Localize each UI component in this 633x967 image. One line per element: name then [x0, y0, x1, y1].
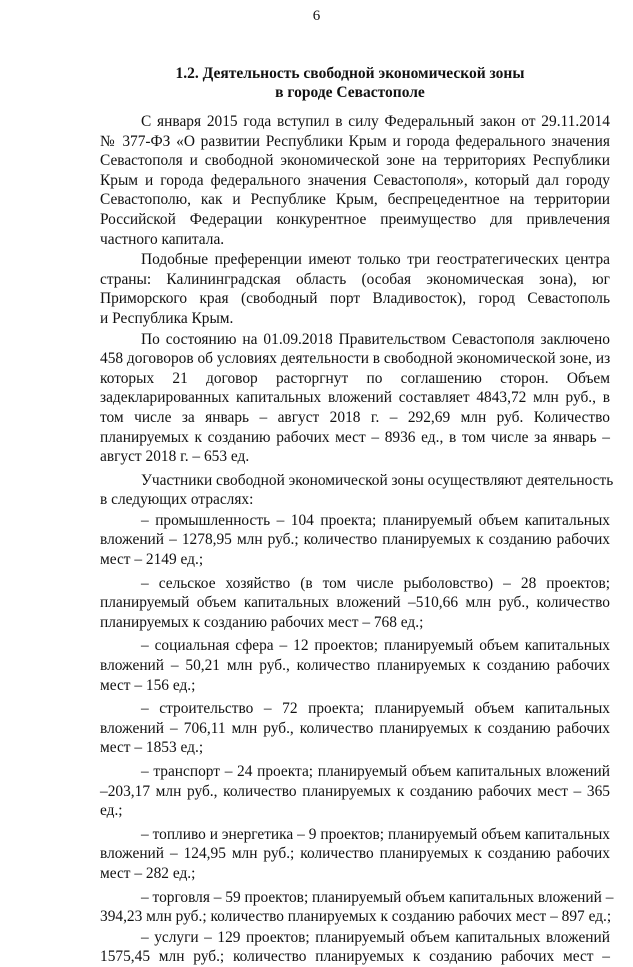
- paragraph-line: Приморского края (свободный порт Владивосток), город Севастополь: [100, 290, 610, 308]
- paragraph: [100, 928, 610, 967]
- paragraph-line: – социальная сфера – 12 проектов; планируемый объем капитальных: [141, 637, 610, 655]
- paragraph-line: том числе за январь – август 2018 г. – 292,69 млн руб. Количество: [100, 408, 610, 426]
- paragraph-line: планируемых к созданию рабочих мест – 8936 ед., в том числе за январь –: [100, 428, 610, 446]
- paragraph-line: № 377-ФЗ «О развитии Республики Крым и города федерального значения: [100, 132, 610, 150]
- paragraph: [100, 112, 610, 249]
- paragraph-line: вложений – 706,11 млн руб., количество планируемых к созданию рабочих: [100, 719, 610, 737]
- paragraph-line: С января 2015 года вступил в силу Федеральный закон от 29.11.2014: [141, 113, 610, 130]
- paragraph: [100, 699, 610, 758]
- paragraph-line: – торговля – 59 проектов; планируемый объем капитальных вложений –: [141, 888, 614, 906]
- paragraph: [100, 762, 610, 821]
- paragraph-line: мест – 2149 ед.;: [100, 551, 204, 569]
- paragraph-line: мест – 282 ед.;: [100, 864, 196, 882]
- paragraph-line: Российской Федерации конкурентное преимущество для привлечения: [100, 210, 610, 228]
- paragraph-line: – топливо и энергетика – 9 проектов; планируемый объем капитальных: [141, 825, 610, 843]
- paragraph-line: – промышленность – 104 проекта; планируемый объем капитальных: [141, 511, 610, 529]
- paragraph-line: ед.;: [100, 802, 123, 820]
- page-number: 6: [312, 8, 321, 24]
- paragraph-line: и Республика Крым.: [100, 309, 234, 327]
- document-body: [100, 112, 614, 967]
- paragraph-line: Участники свободной экономической зоны осуществляют деятельность: [141, 471, 614, 489]
- paragraph-line: которых 21 договор расторгнут по соглашению сторон. Объем: [100, 369, 610, 387]
- paragraph-line: Подобные преференции имеют только три геостратегических центра: [141, 251, 610, 269]
- paragraph: [100, 330, 610, 467]
- paragraph-line: страны: Калининградская область (особая экономическая зона), юг: [100, 270, 610, 288]
- paragraph-line: – услуги – 129 проектов; планируемый объем капитальных вложений: [141, 928, 610, 946]
- paragraph-line: – транспорт – 24 проекта; планируемый объем капитальных вложений: [141, 763, 610, 780]
- paragraph-line: мест – 1853 ед.;: [100, 739, 204, 757]
- paragraph-line: – строительство – 72 проекта; планируемый объем капитальных: [141, 700, 610, 718]
- section-heading: [100, 64, 600, 102]
- paragraph: [100, 471, 614, 510]
- paragraph-line: в следующих отраслях:: [100, 491, 254, 509]
- paragraph-line: –203,17 млн руб., количество планируемых к созданию рабочих мест – 365: [100, 782, 610, 800]
- paragraph-line: Крым и города федерального значения Севастополя», который дал городу: [100, 171, 610, 189]
- paragraph-line: 1575,45 млн руб.; количество планируемых к созданию рабочих мест –: [100, 948, 610, 966]
- paragraph-line: планируемых к созданию рабочих мест – 768 ед.;: [100, 613, 424, 631]
- paragraph-line: – сельское хозяйство (в том числе рыболовство) – 28 проектов;: [141, 574, 610, 592]
- paragraph-line: По состоянию на 01.09.2018 Правительством Севастополя заключено: [141, 330, 610, 348]
- paragraph-line: вложений – 50,21 млн руб., количество планируемых к созданию рабочих: [100, 657, 610, 675]
- paragraph-line: мест – 156 ед.;: [100, 676, 196, 694]
- paragraph-line: Севастополя и свободной экономической зоне на территориях Республики: [100, 152, 610, 170]
- paragraph: [100, 511, 610, 570]
- section-heading-line-2: в городе Севастополе: [275, 84, 425, 101]
- paragraph: [100, 888, 614, 927]
- paragraph-line: Севастополю, как и Республике Крым, беспрецедентное на территории: [100, 191, 610, 209]
- paragraph-line: частного капитала.: [100, 230, 225, 248]
- paragraph-line: планируемый объем капитальных вложений –510,66 млн руб., количество: [100, 594, 610, 612]
- paragraph: [100, 636, 610, 695]
- paragraph: [100, 825, 610, 884]
- paragraph-line: задекларированных капитальных вложений составляет 4843,72 млн руб., в: [100, 389, 610, 407]
- paragraph-line: вложений – 1278,95 млн руб.; количество планируемых к созданию рабочих: [100, 531, 610, 549]
- paragraph: [100, 250, 610, 328]
- paragraph: [100, 574, 610, 633]
- paragraph-line: 458 договоров об условиях деятельности в свободной экономической зоне, из: [100, 350, 611, 368]
- paragraph-line: август 2018 г. – 653 ед.: [100, 448, 250, 466]
- section-heading-line-1: 1.2. Деятельность свободной экономической зоны: [175, 65, 525, 82]
- paragraph-line: вложений – 124,95 млн руб.; количество планируемых к созданию рабочих: [100, 845, 610, 863]
- paragraph-line: 394,23 млн руб.; количество планируемых к созданию рабочих мест – 897 ед.;: [100, 908, 612, 926]
